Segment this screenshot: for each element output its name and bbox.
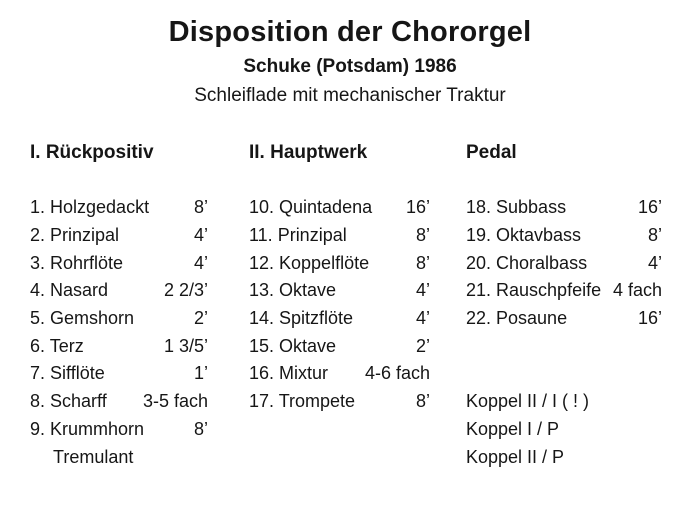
stop-row xyxy=(249,388,430,416)
stop-row xyxy=(30,305,208,333)
division-hauptwerk xyxy=(249,138,430,416)
stop-row xyxy=(249,360,430,388)
stop-row xyxy=(249,332,430,360)
stop-pitch: 2 2/3’ xyxy=(163,280,208,301)
column-gap xyxy=(30,168,208,194)
stop-name: 7. Sifflöte xyxy=(30,363,105,384)
stop-pitch: 4’ xyxy=(193,225,208,246)
stop-name: 9. Krummhorn xyxy=(30,418,145,439)
stop-name: 19. Oktavbass xyxy=(466,225,582,246)
stop-row xyxy=(30,222,208,250)
stop-row xyxy=(466,277,662,305)
stop-name: 1. Holzgedackt xyxy=(30,197,150,218)
column-gap xyxy=(249,168,430,194)
stop-row xyxy=(466,249,662,277)
stop-name: 15. Oktave xyxy=(249,335,337,356)
stop-row xyxy=(30,332,208,360)
stop-pitch: 8’ xyxy=(415,252,430,273)
stop-row xyxy=(466,222,662,250)
stop-pitch: 1’ xyxy=(193,363,208,384)
coupler-label: Koppel II / I ( ! ) xyxy=(466,391,590,412)
stop-pitch: 8’ xyxy=(193,418,208,439)
stop-name: 14. Spitzflöte xyxy=(249,308,354,329)
division-pedal-title: Pedal xyxy=(466,142,517,163)
stop-pitch: 8’ xyxy=(193,197,208,218)
stop-row xyxy=(466,305,662,333)
page-subtitle: Schuke (Potsdam) 1986 xyxy=(243,56,457,77)
coupler-row xyxy=(466,443,662,471)
stop-pitch: 16’ xyxy=(637,197,662,218)
coupler-row xyxy=(466,388,662,416)
division-pedal xyxy=(466,138,662,471)
stop-pitch: 16’ xyxy=(405,197,430,218)
stop-name: 17. Trompete xyxy=(249,391,356,412)
stop-pitch: 4’ xyxy=(415,308,430,329)
coupler-row xyxy=(466,416,662,444)
stop-name: 5. Gemshorn xyxy=(30,308,135,329)
stop-pitch: 4’ xyxy=(647,252,662,273)
stop-name: 16. Mixtur xyxy=(249,363,329,384)
stop-pitch: 4 fach xyxy=(612,280,662,301)
stop-pitch: 3-5 fach xyxy=(142,391,208,412)
stop-pitch: 2’ xyxy=(193,308,208,329)
stop-row xyxy=(249,222,430,250)
stop-pitch: 2’ xyxy=(415,335,430,356)
stop-name: 6. Terz xyxy=(30,335,84,356)
stop-name: 21. Rauschpfeife xyxy=(466,280,602,301)
division-rueckpositiv-title: I. Rückpositiv xyxy=(30,142,154,163)
stop-name: 4. Nasard xyxy=(30,280,109,301)
stop-pitch: 4-6 fach xyxy=(364,363,430,384)
stop-name: 3. Rohrflöte xyxy=(30,252,124,273)
stop-pitch: 8’ xyxy=(647,225,662,246)
stop-name: 10. Quintadena xyxy=(249,197,373,218)
stop-name: 11. Prinzipal xyxy=(249,225,347,246)
stop-name: 2. Prinzipal xyxy=(30,225,120,246)
stop-row xyxy=(249,194,430,222)
stop-pitch: 4’ xyxy=(415,280,430,301)
stop-name: 22. Posaune xyxy=(466,308,568,329)
stop-row xyxy=(466,194,662,222)
coupler-label: Koppel I / P xyxy=(466,418,560,439)
stop-row xyxy=(30,277,208,305)
page-tagline: Schleiflade mit mechanischer Traktur xyxy=(194,85,506,106)
stop-name: Tremulant xyxy=(53,446,134,467)
stop-name: 18. Subbass xyxy=(466,197,567,218)
title-block xyxy=(0,0,700,108)
stop-pitch: 4’ xyxy=(193,252,208,273)
division-rueckpositiv xyxy=(30,138,208,471)
stop-name: 12. Koppelflöte xyxy=(249,252,370,273)
stop-row xyxy=(30,360,208,388)
tremulant-row xyxy=(30,443,208,471)
coupler-label: Koppel II / P xyxy=(466,446,565,467)
stop-row xyxy=(249,277,430,305)
division-hauptwerk-title: II. Hauptwerk xyxy=(249,142,368,163)
stop-row xyxy=(30,416,208,444)
stop-row xyxy=(30,249,208,277)
stop-name: 20. Choralbass xyxy=(466,252,588,273)
stop-pitch: 16’ xyxy=(637,308,662,329)
stop-name: 13. Oktave xyxy=(249,280,337,301)
stop-row xyxy=(30,388,208,416)
column-gap xyxy=(466,168,662,194)
page-title: Disposition der Chororgel xyxy=(168,16,532,48)
stop-row xyxy=(30,194,208,222)
stop-row xyxy=(249,305,430,333)
stop-pitch: 1 3/5’ xyxy=(163,335,208,356)
stop-row xyxy=(249,249,430,277)
stop-name: 8. Scharff xyxy=(30,391,107,412)
stop-pitch: 8’ xyxy=(415,225,430,246)
stop-pitch: 8’ xyxy=(415,391,430,412)
